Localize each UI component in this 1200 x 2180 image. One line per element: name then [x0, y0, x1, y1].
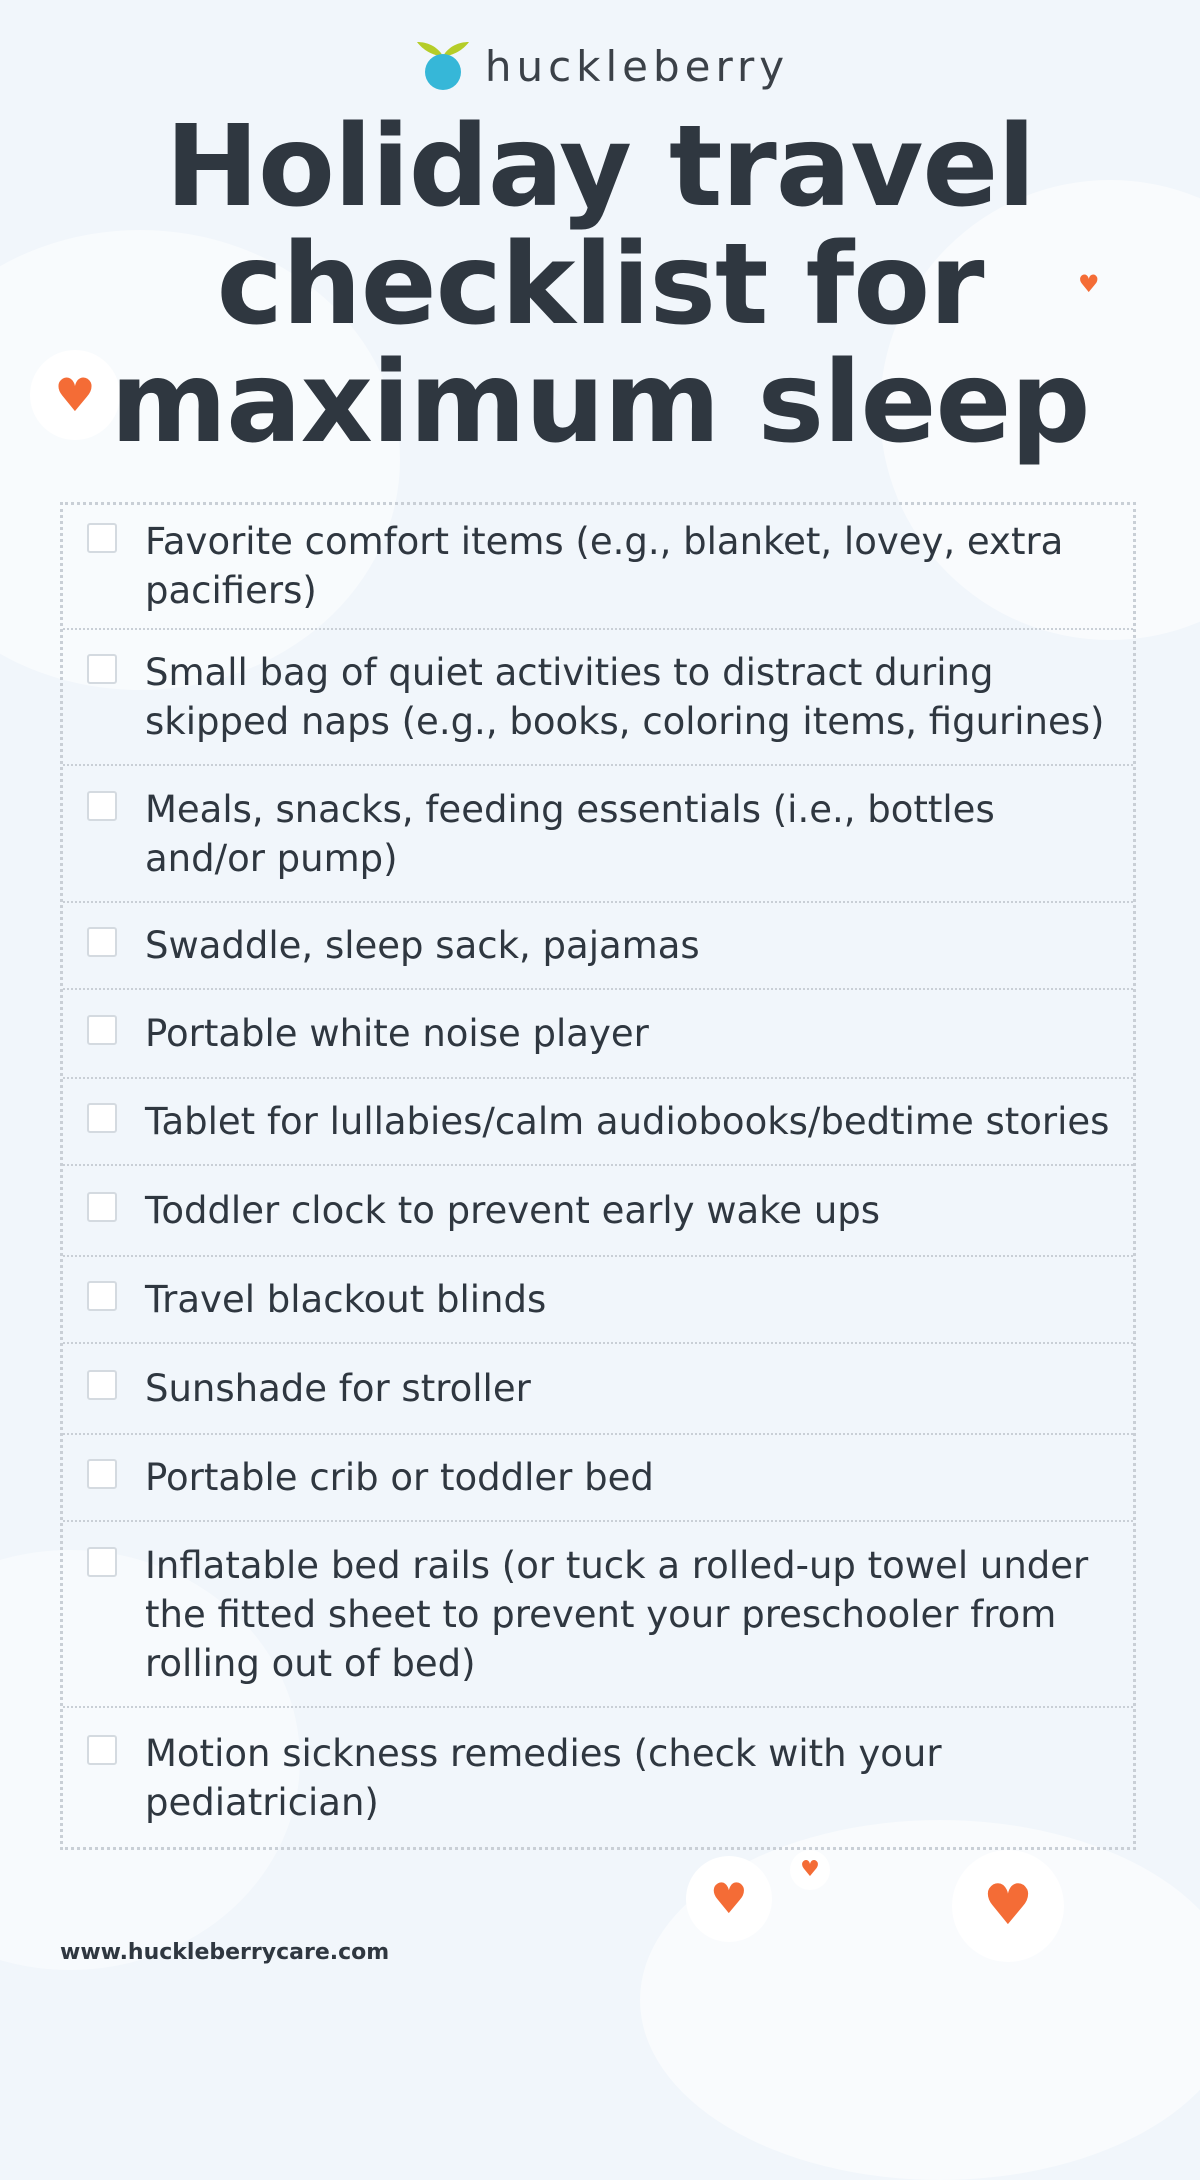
heart-bubble [790, 1850, 830, 1890]
checklist-item [63, 630, 1133, 767]
checklist-item-label: Favorite comfort items (e.g., blanket, lovey, extra pacifiers) [145, 520, 1064, 613]
checklist-item [63, 1435, 1133, 1522]
checklist-item-label: Portable crib or toddler bed [145, 1456, 654, 1500]
checklist-item-label: Motion sickness remedies (check with your pediatrician) [145, 1731, 942, 1824]
checkbox[interactable] [87, 927, 117, 957]
checkbox[interactable] [87, 1459, 117, 1489]
checklist-item-label: Sunshade for stroller [145, 1367, 531, 1411]
checkbox[interactable] [87, 791, 117, 821]
page-title [0, 102, 1200, 468]
checklist-item [63, 990, 1133, 1079]
heart-bubble [686, 1856, 772, 1942]
checklist-item [63, 1079, 1133, 1166]
title-line: Holiday travel [165, 102, 1035, 232]
heart-icon: ♥ [54, 368, 96, 422]
heart-icon: ♥ [800, 1857, 820, 1882]
checkbox[interactable] [87, 1103, 117, 1133]
checklist-item [63, 766, 1133, 903]
checklist-item-label: Inflatable bed rails (or tuck a rolled-up towel under the fitted sheet to prevent your preschooler from rolling out of bed) [145, 1543, 1089, 1685]
checklist-item-label: Toddler clock to prevent early wake ups [145, 1189, 881, 1233]
title-line: maximum sleep [110, 338, 1090, 468]
checklist-item-label: Swaddle, sleep sack, pajamas [145, 923, 700, 967]
brand-name: huckleberry [484, 41, 790, 91]
checklist-item-label: Tablet for lullabies/calm audiobooks/bedtime stories [145, 1100, 1110, 1144]
checkbox[interactable] [87, 1015, 117, 1045]
checklist-item [63, 505, 1133, 630]
travel-checklist [60, 502, 1136, 1850]
checkbox[interactable] [87, 654, 117, 684]
checklist-item [63, 1166, 1133, 1257]
checkbox[interactable] [87, 1547, 117, 1577]
checklist-item [63, 903, 1133, 990]
checkbox[interactable] [87, 523, 117, 553]
huckleberry-berry-leaf-icon [411, 38, 471, 94]
brand-logo [0, 38, 1200, 94]
checkbox[interactable] [87, 1735, 117, 1765]
checklist-item-label: Meals, snacks, feeding essentials (i.e., bottles and/or pump) [145, 787, 995, 880]
checkbox[interactable] [87, 1192, 117, 1222]
checkbox[interactable] [87, 1370, 117, 1400]
checklist-item-label: Portable white noise player [145, 1011, 649, 1055]
heart-icon: ♥ [710, 1874, 748, 1923]
checklist-item [63, 1708, 1133, 1847]
checklist-item [63, 1522, 1133, 1708]
checklist-item-label: Travel blackout blinds [145, 1278, 547, 1322]
footer-url[interactable]: www.huckleberrycare.com [60, 1940, 390, 1965]
checklist-item [63, 1257, 1133, 1344]
checklist-item [63, 1344, 1133, 1435]
heart-bubble [952, 1850, 1064, 1962]
heart-icon: ♥ [1078, 270, 1100, 298]
checkbox[interactable] [87, 1281, 117, 1311]
title-line: checklist for [216, 220, 984, 350]
heart-icon: ♥ [982, 1873, 1034, 1938]
checklist-item-label: Small bag of quiet activities to distract during skipped naps (e.g., books, coloring items, figurines) [145, 650, 1105, 743]
